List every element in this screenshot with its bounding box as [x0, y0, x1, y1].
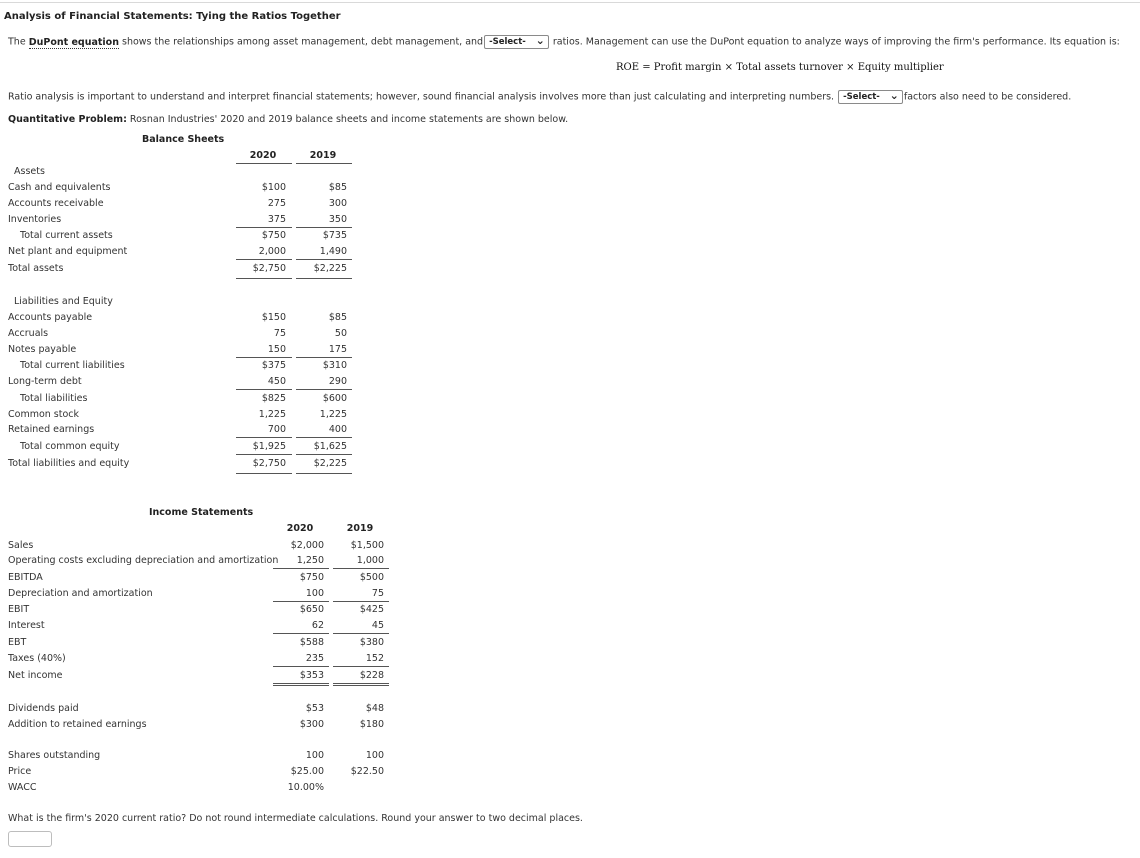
- liab-value-2020: 450: [267, 376, 286, 387]
- income-value-2020: $750: [299, 572, 324, 583]
- factors-select-value: -Select-: [843, 92, 880, 102]
- assets-subtotal-rule: [296, 227, 352, 228]
- liab-subtotal-rule: [236, 454, 292, 455]
- income-value-2019: 1,000: [356, 555, 384, 566]
- liab-subtotal-rule: [296, 437, 352, 438]
- dupont-equation-link[interactable]: DuPont equation: [28, 36, 119, 48]
- liab-value-2020: $2,750: [252, 458, 286, 469]
- assets-row-label: Total assets: [8, 263, 64, 274]
- paragraph2-text-b: factors also need to be considered.: [903, 91, 1072, 103]
- assets-value-2020: 275: [267, 198, 286, 209]
- chevron-down-icon: ⌄: [535, 34, 545, 47]
- income-row-label: WACC: [8, 782, 37, 793]
- liab-value-2019: 290: [328, 376, 347, 387]
- income-value-2020: 10.00%: [287, 782, 324, 793]
- liab-value-2019: 175: [328, 344, 347, 355]
- liab-row-label: Retained earnings: [8, 424, 95, 435]
- liab-value-2020: 700: [267, 424, 286, 435]
- intro-lead: The: [8, 36, 26, 48]
- liab-value-2019: 400: [328, 424, 347, 435]
- balance-sheet-title: Balance Sheets: [142, 134, 225, 145]
- quantitative-problem-label: Quantitative Problem:: [8, 114, 127, 125]
- bs-header-rule-2019: [296, 163, 352, 164]
- liab-row-label: Accruals: [8, 328, 49, 339]
- liab-row-label: Common stock: [8, 409, 80, 420]
- income-value-2020: $53: [305, 703, 324, 714]
- income-subtotal-rule: [333, 568, 389, 569]
- bs-col-2019: 2019: [309, 150, 337, 161]
- assets-value-2019: 350: [328, 214, 347, 225]
- current-ratio-answer-input[interactable]: [8, 831, 52, 847]
- quantitative-problem-text: Rosnan Industries' 2020 and 2019 balance sheets and income statements are shown below.: [129, 114, 569, 125]
- paragraph2-text-a: Ratio analysis is important to understand and interpret financial statements; however, sound financial analysis involves more than just calculating and interpreting numbers.: [8, 91, 835, 103]
- income-subtotal-rule: [273, 666, 329, 667]
- income-subtotal-rule: [333, 633, 389, 634]
- liab-subtotal-rule: [236, 437, 292, 438]
- income-row-label: Operating costs excluding depreciation and amortization: [8, 555, 279, 566]
- assets-row-label: Inventories: [8, 214, 62, 225]
- assets-subtotal-rule: [296, 259, 352, 260]
- bs-header-rule-2020: [236, 163, 292, 164]
- liab-row-label: Total liabilities: [20, 393, 88, 404]
- liabilities-header: Liabilities and Equity: [14, 296, 113, 307]
- liab-value-2020: 150: [267, 344, 286, 355]
- income-value-2019: $380: [359, 637, 384, 648]
- liab-value-2019: $2,225: [313, 458, 347, 469]
- liab-row-label: Total liabilities and equity: [8, 458, 130, 469]
- intro-paragraph: [8, 35, 1120, 49]
- liab-row-label: Notes payable: [8, 344, 77, 355]
- income-row-label: Interest: [8, 620, 45, 631]
- income-row-label: Shares outstanding: [8, 750, 101, 761]
- income-row-label: Dividends paid: [8, 703, 79, 714]
- total-double-rule: [333, 685, 389, 686]
- factors-select[interactable]: [838, 90, 903, 104]
- income-value-2020: $353: [299, 670, 324, 681]
- income-value-2019: $228: [359, 670, 384, 681]
- income-row-label: Addition to retained earnings: [8, 719, 147, 730]
- income-value-2019: 75: [371, 588, 384, 599]
- liab-value-2020: 75: [273, 328, 286, 339]
- liab-value-2020: $825: [261, 393, 286, 404]
- chevron-down-icon: ⌄: [889, 89, 899, 102]
- income-value-2019: $1,500: [350, 540, 384, 551]
- income-row-label: EBT: [8, 637, 27, 648]
- liab-row-label: Total common equity: [20, 441, 120, 452]
- liab-value-2020: 1,225: [258, 409, 286, 420]
- assets-value-2020: 2,000: [258, 246, 286, 257]
- page-title: Analysis of Financial Statements: Tying the Ratios Together: [4, 11, 341, 22]
- liab-row-label: Accounts payable: [8, 312, 93, 323]
- assets-row-label: Total current assets: [20, 230, 113, 241]
- income-row-label: Sales: [8, 540, 34, 551]
- liab-value-2019: $85: [328, 312, 347, 323]
- roe-formula: ROE = Profit margin × Total assets turnover × Equity multiplier: [616, 62, 944, 73]
- income-value-2020: 1,250: [296, 555, 324, 566]
- assets-row-label: Cash and equivalents: [8, 182, 111, 193]
- assets-subtotal-rule: [236, 259, 292, 260]
- income-subtotal-rule: [333, 601, 389, 602]
- assets-value-2019: 300: [328, 198, 347, 209]
- assets-header: Assets: [14, 166, 45, 177]
- income-value-2019: 152: [365, 653, 384, 664]
- income-value-2019: 45: [371, 620, 384, 631]
- income-subtotal-rule: [273, 633, 329, 634]
- ratio-type-select-value: -Select-: [489, 37, 526, 47]
- income-value-2020: 62: [311, 620, 324, 631]
- income-value-2020: $650: [299, 604, 324, 615]
- is-col-2020: 2020: [286, 523, 314, 534]
- assets-row-label: Net plant and equipment: [8, 246, 128, 257]
- assets-value-2020: $2,750: [252, 263, 286, 274]
- ratio-analysis-paragraph: [8, 90, 1071, 104]
- income-value-2019: $22.50: [350, 766, 384, 777]
- top-divider: [0, 2, 1140, 3]
- income-subtotal-rule: [273, 601, 329, 602]
- income-value-2019: 100: [365, 750, 384, 761]
- income-subtotal-rule: [273, 568, 329, 569]
- intro-text-a: shows the relationships among asset management, debt management, and: [122, 36, 484, 48]
- total-double-rule: [273, 685, 329, 686]
- assets-value-2019: $735: [322, 230, 347, 241]
- liab-subtotal-rule: [236, 389, 292, 390]
- income-value-2019: $500: [359, 572, 384, 583]
- income-statement-title: Income Statements: [149, 507, 254, 518]
- income-value-2020: $300: [299, 719, 324, 730]
- question-text: What is the firm's 2020 current ratio? Do not round intermediate calculations. Round your answer to two decimal places.: [8, 813, 583, 824]
- assets-value-2020: 375: [267, 214, 286, 225]
- total-double-rule: [236, 473, 292, 474]
- liab-value-2020: $1,925: [252, 441, 286, 452]
- is-col-2019: 2019: [346, 523, 374, 534]
- quantitative-problem: [8, 114, 568, 125]
- liab-row-label: Total current liabilities: [20, 360, 125, 371]
- assets-value-2020: $100: [261, 182, 286, 193]
- assets-value-2019: $85: [328, 182, 347, 193]
- income-value-2020: 235: [305, 653, 324, 664]
- liab-value-2020: $150: [261, 312, 286, 323]
- income-value-2019: $425: [359, 604, 384, 615]
- income-value-2020: $2,000: [290, 540, 324, 551]
- assets-row-label: Accounts receivable: [8, 198, 104, 209]
- income-row-label: Price: [8, 766, 32, 777]
- income-value-2020: $588: [299, 637, 324, 648]
- liab-row-label: Long-term debt: [8, 376, 82, 387]
- liab-value-2019: 50: [334, 328, 347, 339]
- assets-value-2019: $2,225: [313, 263, 347, 274]
- liab-subtotal-rule: [296, 389, 352, 390]
- income-row-label: Net income: [8, 670, 63, 681]
- income-row-label: EBIT: [8, 604, 30, 615]
- income-subtotal-rule: [333, 683, 389, 684]
- total-double-rule: [296, 278, 352, 279]
- bs-col-2020: 2020: [249, 150, 277, 161]
- ratio-type-select[interactable]: [484, 35, 549, 49]
- liab-value-2019: 1,225: [319, 409, 347, 420]
- liab-value-2019: $310: [322, 360, 347, 371]
- total-double-rule: [296, 473, 352, 474]
- income-row-label: EBITDA: [8, 572, 43, 583]
- income-row-label: Depreciation and amortization: [8, 588, 153, 599]
- income-subtotal-rule: [273, 683, 329, 684]
- income-subtotal-rule: [333, 666, 389, 667]
- liab-value-2019: $1,625: [313, 441, 347, 452]
- total-double-rule: [236, 278, 292, 279]
- income-value-2020: $25.00: [290, 766, 324, 777]
- income-row-label: Taxes (40%): [8, 653, 66, 664]
- assets-value-2020: $750: [261, 230, 286, 241]
- income-value-2019: $180: [359, 719, 384, 730]
- liab-value-2020: $375: [261, 360, 286, 371]
- liab-subtotal-rule: [296, 454, 352, 455]
- assets-subtotal-rule: [236, 227, 292, 228]
- income-value-2020: 100: [305, 750, 324, 761]
- income-value-2019: $48: [365, 703, 384, 714]
- intro-text-b: ratios. Management can use the DuPont equation to analyze ways of improving the firm's performance. Its equation is:: [552, 36, 1120, 48]
- liab-subtotal-rule: [236, 357, 292, 358]
- assets-value-2019: 1,490: [319, 246, 347, 257]
- income-value-2020: 100: [305, 588, 324, 599]
- liab-value-2019: $600: [322, 393, 347, 404]
- liab-subtotal-rule: [296, 357, 352, 358]
